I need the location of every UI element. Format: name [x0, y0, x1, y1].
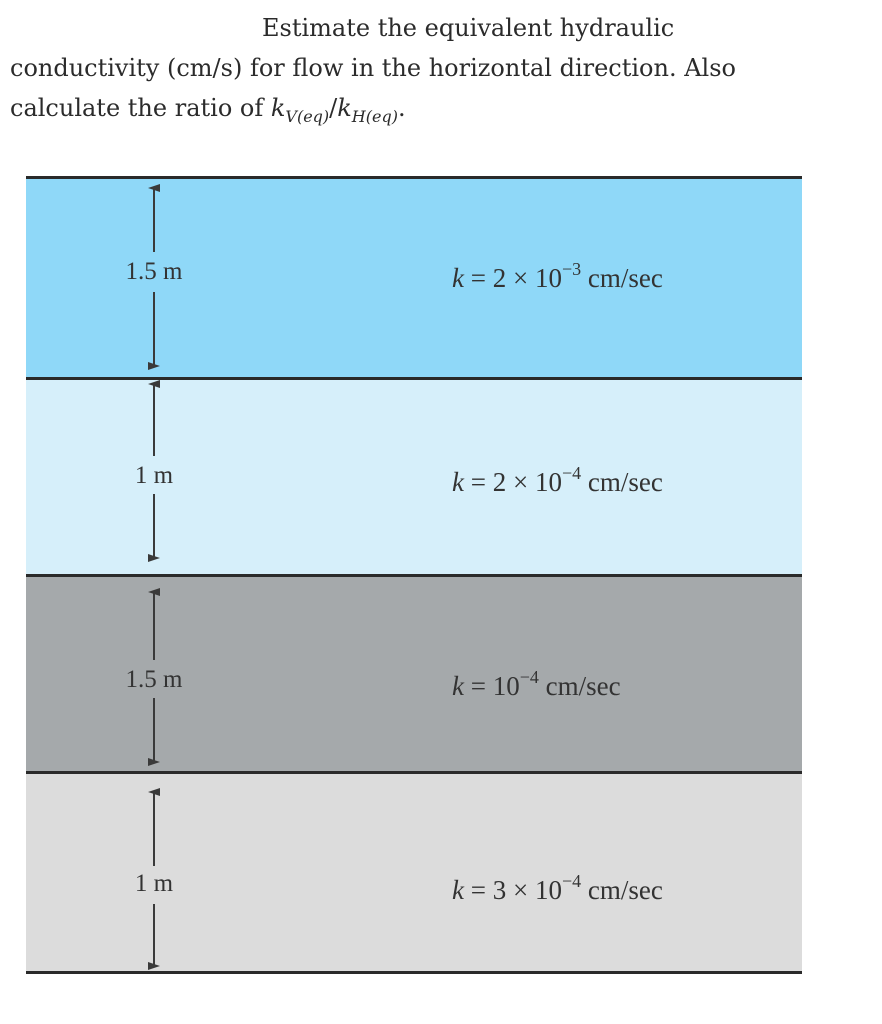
layer-3-conductivity	[452, 664, 621, 701]
layer-2-thickness: 1 m	[134, 462, 174, 489]
soil-profile-diagram	[26, 176, 804, 976]
ratio-slash: /	[329, 94, 338, 122]
layer-3-k-base: = 10	[463, 671, 520, 701]
layer-1-k-base: = 2 × 10	[463, 263, 562, 293]
layer-1-thickness: 1.5 m	[125, 258, 183, 285]
layer-1-k-unit: cm/sec	[581, 263, 663, 293]
layer-3-k-symbol: k	[452, 671, 464, 701]
layer-1-k-exponent: −3	[561, 259, 582, 279]
layer-2-conductivity	[452, 460, 663, 497]
layer-3-k-exponent: −4	[519, 667, 539, 687]
layer-1-conductivity	[452, 256, 663, 293]
question-line-3-prefix: calculate the ratio of	[10, 94, 271, 122]
layer-2-k-base: = 2 × 10	[463, 467, 562, 497]
k-v-symbol: k	[270, 94, 286, 122]
layer-3-k-unit: cm/sec	[538, 671, 621, 701]
layer-4-k-unit: cm/sec	[581, 875, 663, 905]
layer-4-k-base: = 3 × 10	[463, 875, 562, 905]
question-line-3-suffix: .	[397, 94, 406, 122]
layer-2-k-symbol: k	[452, 467, 464, 497]
layer-2-k-unit: cm/sec	[581, 467, 663, 497]
layer-4-thickness: 1 m	[134, 870, 174, 897]
layer-1-k-symbol: k	[452, 263, 464, 293]
layer-2-k-exponent: −4	[561, 463, 582, 483]
layer-4-k-exponent: −4	[561, 871, 582, 891]
question-line-3	[10, 88, 770, 131]
k-h-symbol: k	[337, 94, 352, 122]
k-v-subscript: V(eq)	[285, 107, 330, 126]
question-line-1: Estimate the equivalent hydraulic	[262, 14, 675, 42]
question-line-2: conductivity (cm/s) for flow in the horizontal direction. Also	[10, 54, 736, 82]
k-h-subscript: H(eq)	[351, 107, 398, 126]
layer-4-k-symbol: k	[452, 875, 464, 905]
layer-3-thickness: 1.5 m	[125, 666, 183, 693]
dimension-arrows	[26, 176, 804, 976]
layer-4-conductivity	[452, 868, 663, 905]
question-text	[10, 8, 770, 131]
